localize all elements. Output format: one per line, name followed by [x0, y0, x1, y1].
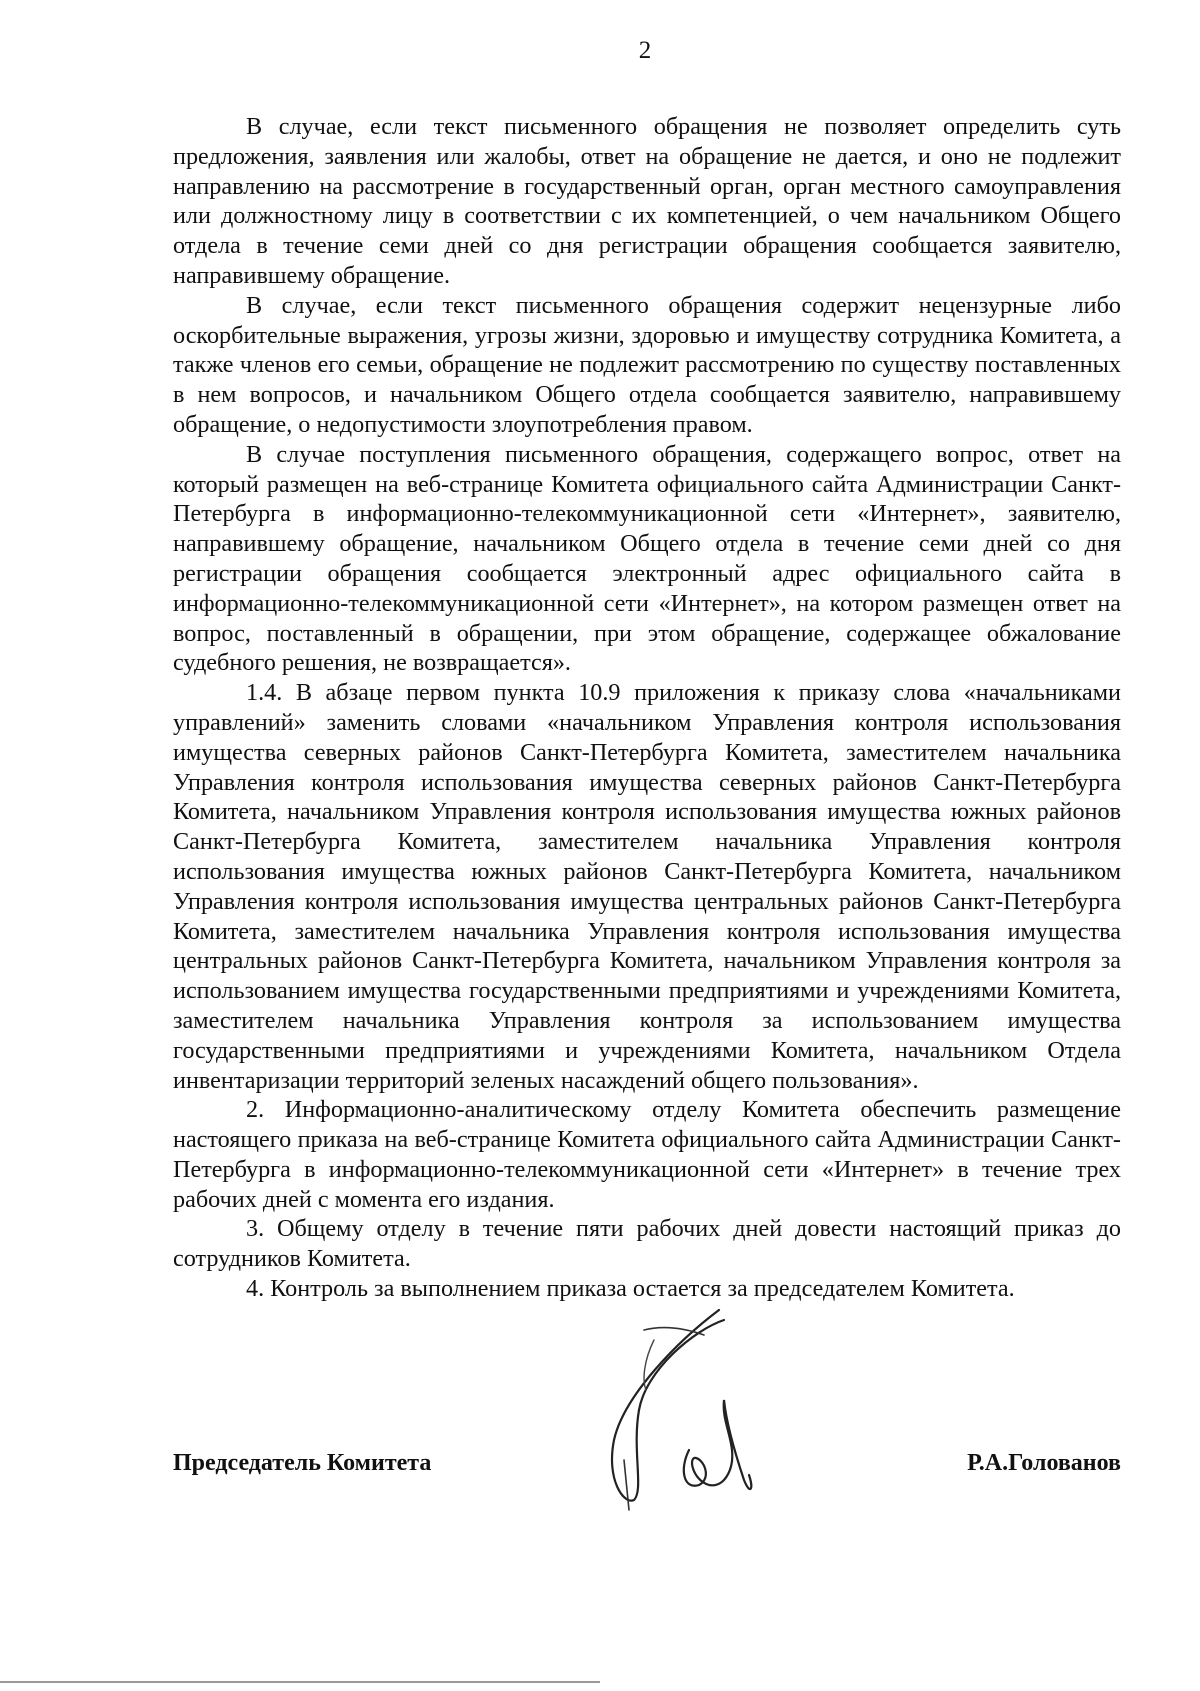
paragraph-item-1-4: 1.4. В абзаце первом пункта 10.9 приложения к приказу слова «начальниками управлений» заменить словами «начальником Управления контроля использования имущества северных районов Санкт-Петербурга Комитета, заместителем начальника Управления контроля использования имущества северных районов Санкт-Петербурга Комитета, начальником Управления контроля использования имущества южных районов Санкт-Петербурга Комитета, заместителем начальника Управления контроля использования имущества южных районов Санкт-Петербурга Комитета, начальником Управления контроля использования имущества центральных районов Санкт-Петербурга Комитета, заместителем начальника Управления контроля использования имущества центральных районов Санкт-Петербурга Комитета, начальником Управления контроля за использованием имущества государственными предприятиями и учреждениями Комитета, заместителем начальника Управления контроля за использованием имущества государственными предприятиями и учреждениями Комитета, начальником Отдела инвентаризации территорий зеленых насаждений общего пользования». [173, 679, 1121, 1094]
paragraph-written-appeal-unclear: В случае, если текст письменного обращения не позволяет определить суть предложения, заявления или жалобы, ответ на обращение не дается, и оно не подлежит направлению на рассмотрение в государственный орган, орган местного самоуправления или должностному лицу в соответствии с их компетенцией, о чем начальником Общего отдела в течение семи дней со дня регистрации обращения сообщается заявителю, направившему обращение. [173, 113, 1121, 289]
paragraph-written-appeal-obscene: В случае, если текст письменного обращения содержит нецензурные либо оскорбительные выражения, угрозы жизни, здоровью и имуществу сотрудника Комитета, а также членов его семьи, обращение не подлежит рассмотрению по существу поставленных в нем вопросов, и начальником Общего отдела сообщается заявителю, направившему обращение, о недопустимости злоупотребления правом. [173, 291, 1121, 438]
signatory-position: Председатель Комитета [173, 1450, 432, 1476]
paragraph-item-4: 4. Контроль за выполнением приказа остается за председателем Комитета. [246, 1275, 1015, 1303]
paragraph-written-appeal-answered-online: В случае поступления письменного обращения, содержащего вопрос, ответ на который размещен на веб-странице Комитета официального сайта Администрации Санкт-Петербурга в информационно-телекоммуникационной сети «Интернет», заявителю, направившему обращение, начальником Общего отдела в течение семи дней со дня регистрации обращения сообщается электронный адрес официального сайта в информационно-телекоммуникационной сети «Интернет», на котором размещен ответ на вопрос, поставленный в обращении, при этом обращение, содержащее обжалование судебного решения, не возвращается». [173, 440, 1121, 677]
scan-edge-divider [0, 1681, 600, 1683]
handwritten-signature [584, 1300, 784, 1525]
page-number: 2 [638, 37, 652, 64]
paragraph-item-3: 3. Общему отделу в течение пяти рабочих дней довести настоящий приказ до сотрудников Комитета. [173, 1215, 1121, 1273]
paragraph-item-2: 2. Информационно-аналитическому отделу Комитета обеспечить размещение настоящего приказа на веб-странице Комитета официального сайта Администрации Санкт-Петербурга в информационно-телекоммуникационной сети «Интернет» в течение трех рабочих дней с момента его издания. [173, 1096, 1121, 1213]
signatory-name: Р.А.Голованов [967, 1450, 1121, 1476]
signature-block [173, 1446, 1121, 1480]
document-body [173, 112, 1121, 1304]
